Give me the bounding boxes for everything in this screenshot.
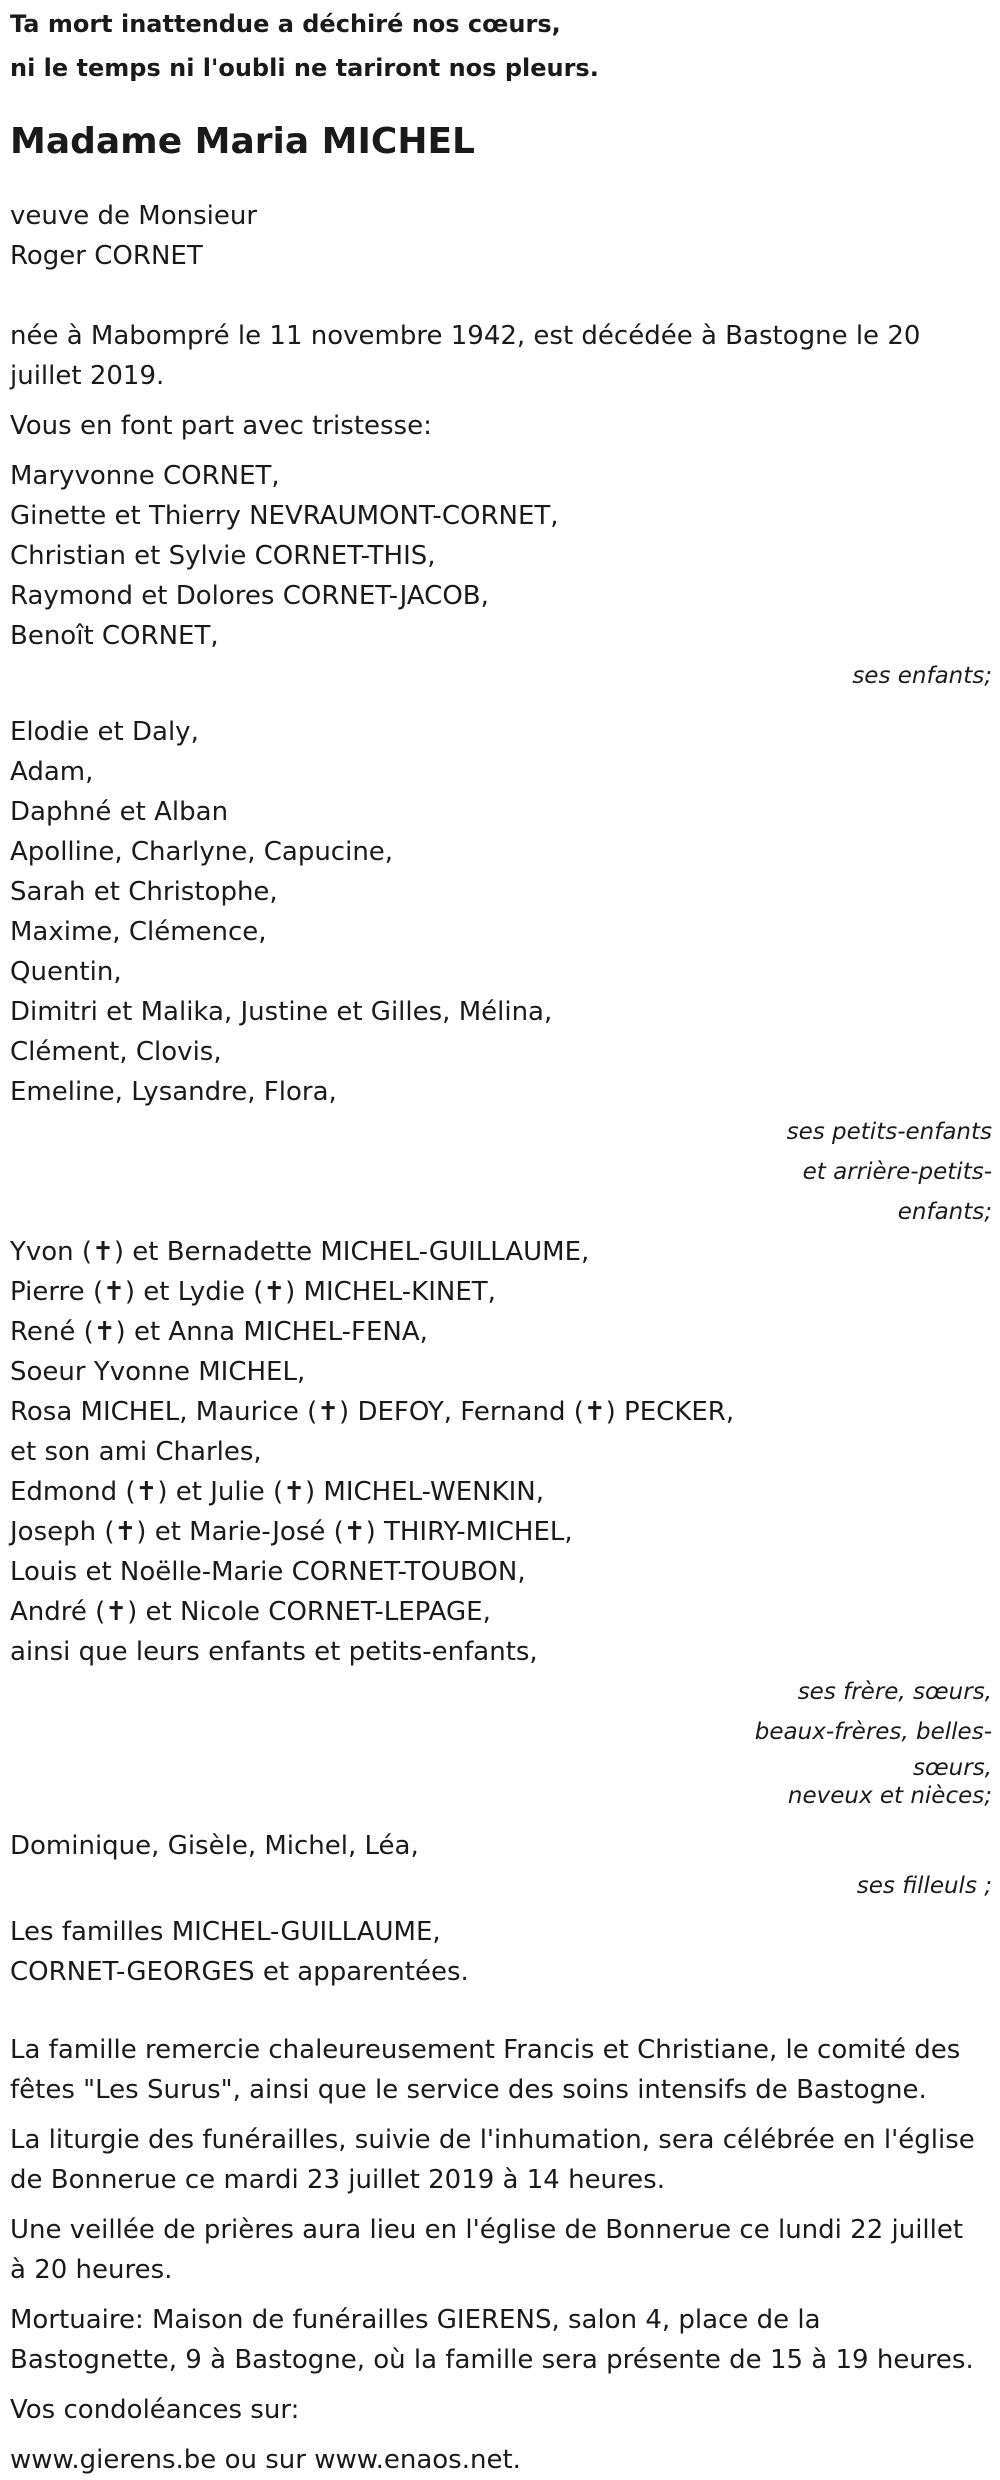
- relation-label: sœurs,: [913, 1755, 992, 1781]
- family-member-line: ainsi que leurs enfants et petits-enfants,: [10, 1637, 538, 1667]
- grandchildren-group: [10, 712, 992, 1232]
- family-member-line: Ginette et Thierry NEVRAUMONT-CORNET,: [10, 501, 559, 531]
- paragraph-line: Une veillée de prières aura lieu en l'église de Bonnerue ce lundi 22 juillet: [10, 2215, 964, 2245]
- family-member-line: Dominique, Gisèle, Michel, Léa,: [10, 1831, 419, 1861]
- family-member-line: Sarah et Christophe,: [10, 877, 278, 907]
- paragraph-line: La liturgie des funérailles, suivie de l'inhumation, sera célébrée en l'église: [10, 2125, 975, 2155]
- family-member-line: et son ami Charles,: [10, 1437, 262, 1467]
- family-member-line: Benoît CORNET,: [10, 621, 219, 651]
- thanks-text: [10, 2030, 992, 2110]
- spouse-info: [10, 196, 992, 276]
- families-group: [10, 1912, 992, 1992]
- siblings-group: [10, 1232, 992, 1808]
- family-member-line: Emeline, Lysandre, Flora,: [10, 1077, 337, 1107]
- relation-label: et arrière-petits-: [802, 1159, 992, 1185]
- family-member-line: Raymond et Dolores CORNET-JACOB,: [10, 581, 489, 611]
- relation-label: ses petits-enfants: [786, 1119, 992, 1145]
- paragraph-line: à 20 heures.: [10, 2255, 173, 2285]
- obituary: [10, 0, 992, 2480]
- condolences-label: Vos condoléances sur:: [10, 2395, 300, 2425]
- condolence-websites[interactable]: www.gierens.be ou sur www.enaos.net.: [10, 2445, 521, 2475]
- family-member-line: Maxime, Clémence,: [10, 917, 267, 947]
- funeral-text: [10, 2120, 992, 2200]
- family-member-line: Daphné et Alban: [10, 797, 229, 827]
- paragraph-line: de Bonnerue ce mardi 23 juillet 2019 à 14 heures.: [10, 2165, 665, 2195]
- epitaph-line-2: ni le temps ni l'oubli ne tariront nos pleurs.: [10, 54, 599, 82]
- birth-death-line: née à Mabompré le 11 novembre 1942, est décédée à Bastogne le 20: [10, 321, 921, 351]
- relation-label: ses frère, sœurs,: [797, 1679, 992, 1705]
- family-member-line: Yvon (✝) et Bernadette MICHEL-GUILLAUME,: [10, 1237, 590, 1267]
- announce-text: Vous en font part avec tristesse:: [10, 411, 432, 441]
- family-member-line: René (✝) et Anna MICHEL-FENA,: [10, 1317, 428, 1347]
- relation-label: ses filleuls ;: [856, 1873, 992, 1899]
- family-member-line: CORNET-GEORGES et apparentées.: [10, 1957, 469, 1987]
- mortuary-text: [10, 2300, 992, 2380]
- birth-death-line: juillet 2019.: [10, 361, 165, 391]
- birth-death: [10, 316, 992, 396]
- family-member-line: Pierre (✝) et Lydie (✝) MICHEL-KINET,: [10, 1277, 496, 1307]
- paragraph-line: La famille remercie chaleureusement Francis et Christiane, le comité des: [10, 2035, 961, 2065]
- family-member-line: Apolline, Charlyne, Capucine,: [10, 837, 394, 867]
- family-member-line: Dimitri et Malika, Justine et Gilles, Mélina,: [10, 997, 553, 1027]
- family-member-line: Quentin,: [10, 957, 122, 987]
- family-member-line: Adam,: [10, 757, 94, 787]
- relation-label: neveux et nièces;: [787, 1783, 992, 1809]
- family-member-line: Joseph (✝) et Marie-José (✝) THIRY-MICHEL,: [10, 1517, 573, 1547]
- paragraph-line: fêtes "Les Surus", ainsi que le service des soins intensifs de Bastogne.: [10, 2075, 927, 2105]
- family-member-line: Maryvonne CORNET,: [10, 461, 280, 491]
- children-group: [10, 456, 992, 696]
- family-member-line: Louis et Noëlle-Marie CORNET-TOUBON,: [10, 1557, 526, 1587]
- family-member-line: Elodie et Daly,: [10, 717, 199, 747]
- paragraph-line: Bastognette, 9 à Bastogne, où la famille sera présente de 15 à 19 heures.: [10, 2345, 974, 2375]
- family-member-line: Soeur Yvonne MICHEL,: [10, 1357, 306, 1387]
- spouse-line: Roger CORNET: [10, 241, 203, 271]
- spouse-line: veuve de Monsieur: [10, 201, 258, 231]
- family-member-line: Edmond (✝) et Julie (✝) MICHEL-WENKIN,: [10, 1477, 545, 1507]
- paragraph-line: Mortuaire: Maison de funérailles GIERENS, salon 4, place de la: [10, 2305, 821, 2335]
- relation-label: beaux-frères, belles-: [754, 1719, 992, 1745]
- family-member-line: André (✝) et Nicole CORNET-LEPAGE,: [10, 1597, 491, 1627]
- family-member-line: Christian et Sylvie CORNET-THIS,: [10, 541, 436, 571]
- godchildren-group: [10, 1826, 992, 1906]
- relation-label: ses enfants;: [852, 663, 992, 689]
- family-member-line: Les familles MICHEL-GUILLAUME,: [10, 1917, 441, 1947]
- family-member-line: Clément, Clovis,: [10, 1037, 222, 1067]
- vigil-text: [10, 2210, 992, 2290]
- deceased-name: Madame Maria MICHEL: [10, 121, 475, 162]
- epitaph-line-1: Ta mort inattendue a déchiré nos cœurs,: [10, 10, 561, 38]
- family-member-line: Rosa MICHEL, Maurice (✝) DEFOY, Fernand (✝) PECKER,: [10, 1397, 735, 1427]
- relation-label: enfants;: [897, 1199, 992, 1225]
